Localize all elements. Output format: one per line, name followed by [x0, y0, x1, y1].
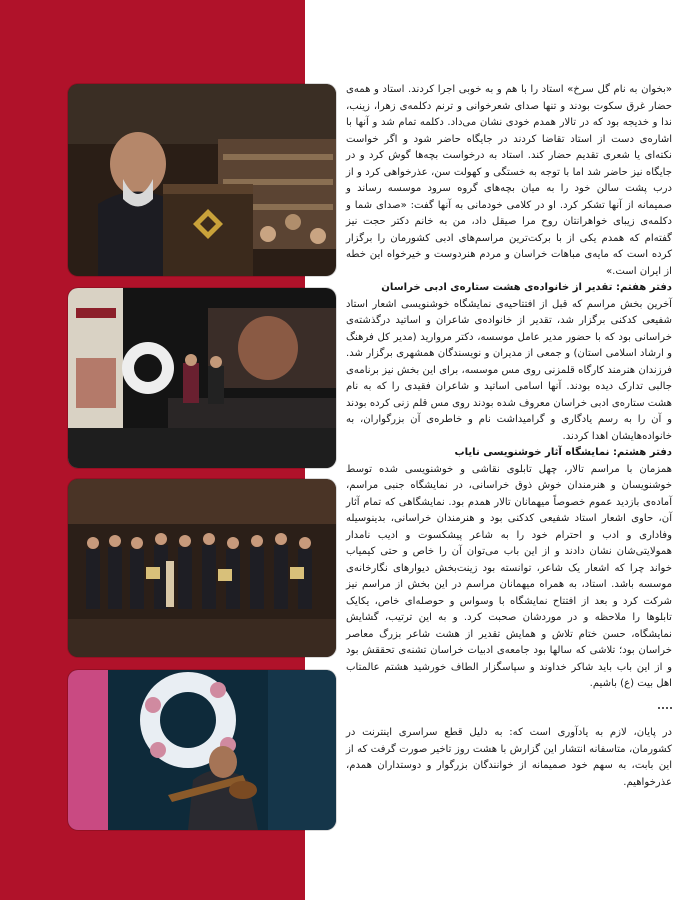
photo-music-stage	[68, 288, 336, 468]
photo-poet-at-podium	[68, 84, 336, 276]
dotted-divider	[346, 699, 672, 716]
article-column	[346, 82, 672, 791]
article-paragraph: آخرین بخش مراسم که قبل از افتتاحیه‌ی نمایشگاه خوشنویسی اشعار استاد شفیعی کدکنی برگزار شد، تقدیر از خانواده‌ی شاعران و اساتید درگذشته‌ی خراسانی بود که با حضور مدیر عامل موسسه، دکتر مروارید (مدیر کل فرهنگ و ارشاد اسلامی استان) و جمعی از مدیران و نویسندگان همشهری برگزار شد. فرزندان هنرمند کارگاه قلمزنی روی مس موسسه، برای این بخش نیز برنامه‌ی جالبی تدارک دیده بودند. آنها اسامی اساتید و شاعران فقیدی را که به نام هشت ستاره‌ی ادبی خراسان معروف شده بودند روی مس قلم زنی کرده بودند و آن را به رسم یادگاری و گرامیداشت نام و خاطره‌ی آن بزرگواران، به خانواده‌هایشان اهدا کردند.	[345, 298, 672, 442]
article-paragraph: «بخوان به نام گل سرخ» استاد را با هم و به خوبی اجرا کردند. استاد و همه‌ی حضار غرق سکوت بودند و تنها صدای شعرخوانی و ترنم دکلمه‌ی زهرا، زینب، ندا و خدیجه بود که در تالار همدم خودی نشان می‌داد. دکلمه تمام شد و آنها با اشاره‌ی دست از استاد تقاضا کردند در جایگاه حاضر شود و اگر خواست نکته‌ای یا شعری تقدیم حضار کند. استاد به درخواست بچه‌ها گوش کرد و در جایگاه نیز حاضر شد اما با توجه به خستگی و کهولت سن، عذرخواهی کرد و از درب پشت سالن خود را به میان بچه‌های گروه سرود موسسه رساند و صمیمانه از آنها تشکر کرد. او در کلامی خودمانی به آنها گفت: «صدای شما و دکلمه‌ی زیبای خواهرانتان روح مرا صیقل داد، من به خانم دکتر حجت نیز گفته‌ام که همدم یکی از با برکت‌ترین مراسم‌های ادبی کشورمان را برگزار کرده است که مایه‌ی مباهات خراسان و مردم هنردوست و خیرخواه این خطه از ایران است.»	[346, 84, 672, 277]
photo-family-award-ceremony	[68, 479, 336, 657]
photo-musician-performing	[68, 670, 336, 830]
section-heading: دفتر هشتم: نمایشگاه آثار خوشنویسی نایاب	[454, 447, 672, 458]
article-paragraph: در پایان، لازم به یادآوری است که: به دلیل قطع سراسری اینترنت در کشورمان، متاسفانه انتشار این گزارش با هشت روز تاخیر صورت گرفت که از این بابت، به سهم خود صمیمانه از خوانندگان بزرگوار و دوستداران همدم، عذرخواهیم.	[346, 727, 672, 788]
article-paragraph: همزمان با مراسم تالار، چهل تابلوی نقاشی و خوشنویسی شده توسط خوشنویسان و هنرمندان خوش ذوق خراسانی، در نمایشگاه جنبی مراسم، آماده‌ی بازدید عموم خصوصاً میهمانان تالار همدم بود. نمایشگاهی که تمام آثار آن، حاوی اشعار استاد شفیعی کدکنی بود و هنرمندان خراسانی، بدینوسیله وفاداری و ادب و احترام خود را به شاعر پیشکسوت و ادیب نامدار همولایتی‌شان نشان دادند و از این باب می‌توان آن را خاص و حتی کیمیاب خواند چرا که اشعار یک شاعر، توانسته بود زینت‌بخش دیوارهای نگارخانه‌ی موسسه باشد. استاد، به همراه میهمانان مراسم در این بخش از مراسم نیز شرکت کرد و بعد از افتتاح نمایشگاه با وسواس و حوصله‌ای خاص، یکایک تابلوها را ملاحظه و در موردشان صحبت کرد. و به این ترتیب، گشایش نمایشگاه، حسن ختام تلاش و همایش تقدیر از هشت شاعر بزرگ معاصر خراسان بود؛ تلاشی که سالها بود جامعه‌ی ادبیات خراسان تشنه‌ی تحققش بود و از این باب باید شاکر خداوند و سپاسگزار الطاف خورشید هشتم عالمتاب اهل بیت (ع) باشیم.	[346, 463, 672, 689]
section-heading: دفتر هفتم: تقدیر از خانواده‌ی هشت ستاره‌ی ادبی خراسان	[381, 282, 672, 293]
